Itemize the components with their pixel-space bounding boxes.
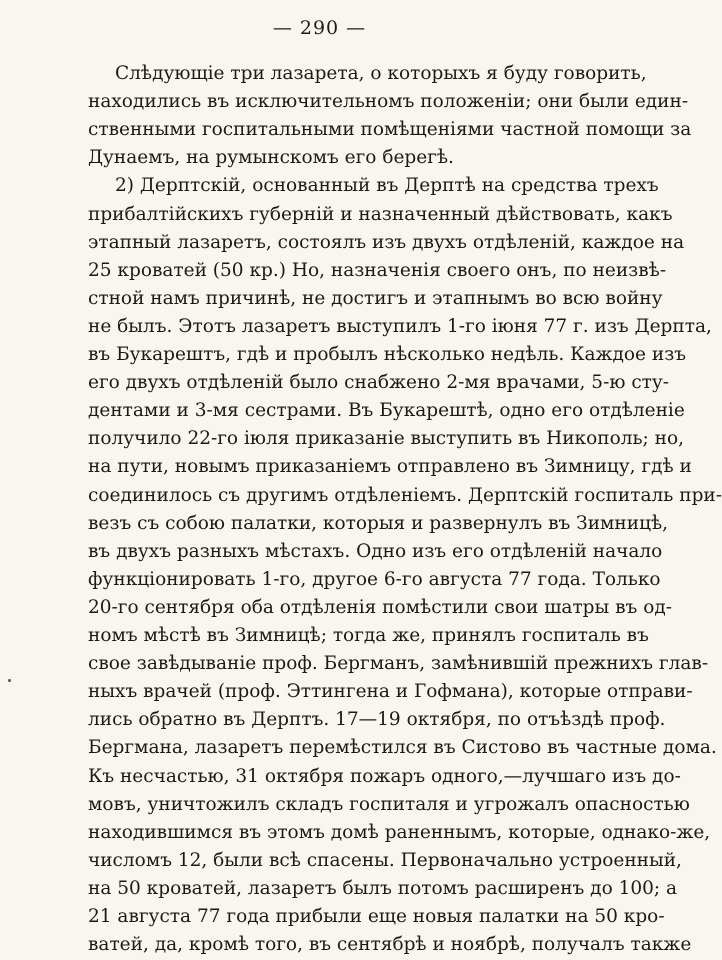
text-line: Бергмана, лазаретъ перемѣстился въ Систово въ частные дома.	[88, 737, 717, 759]
text-line: дентами и 3-мя сестрами. Въ Букарештѣ, одно его отдѣленіе	[88, 400, 685, 422]
text-line: 2) Дерптскій, основанный въ Дерптѣ на средства трехъ	[115, 175, 659, 197]
text-line: везъ съ собою палатки, которыя и развернулъ въ Зимницѣ,	[88, 512, 669, 534]
text-line: соединилось съ другимъ отдѣленіемъ. Дерптскій госпиталь при-	[88, 484, 722, 506]
text-line: мовъ, уничтожилъ складъ госпиталя и угрожалъ опасностью	[88, 793, 690, 815]
text-line: функціонировать 1-го, другое 6-го августа 77 года. Только	[88, 568, 661, 590]
text-line: находились въ исключительномъ положеніи; они были един-	[88, 91, 689, 113]
page-number: — 290 —	[272, 17, 367, 39]
text-line: ныхъ врачей (проф. Эттингена и Гофмана), которые отправи-	[88, 681, 693, 703]
text-line: номъ мѣстѣ въ Зимницѣ; тогда же, принялъ госпиталь въ	[88, 625, 649, 646]
text-line: Къ несчастью, 31 октября пожаръ одного,—лучшаго изъ до-	[88, 765, 681, 787]
text-line: находившимся въ этомъ домѣ раненнымъ, которые, однако-же,	[88, 821, 711, 843]
text-line: въ Букарештъ, гдѣ и пробылъ нѣсколько недѣль. Каждое изъ	[88, 344, 687, 365]
text-line: этапный лазаретъ, состоялъ изъ двухъ отдѣленій, каждое на	[88, 231, 685, 253]
text-line: свое завѣдываніе проф. Бергманъ, замѣнившій прежнихъ глав-	[88, 653, 709, 675]
text-line: 20-го сентября оба отдѣленія помѣстили свои шатры въ од-	[88, 596, 672, 618]
text-line: 21 августа 77 года прибыли еще новыя палатки на 50 кро-	[88, 906, 665, 927]
text-line: 25 кроватей (50 кр.) Но, назначенія своего онъ, по неизвѣ-	[88, 259, 667, 281]
text-line: не былъ. Этотъ лазаретъ выступилъ 1-го іюня 77 г. изъ Дерпта,	[88, 315, 712, 337]
margin-speck	[8, 679, 11, 682]
text-line: на 50 кроватей, лазаретъ былъ потомъ расширенъ до 100; а	[88, 877, 678, 899]
text-line: Дунаемъ, на румынскомъ его берегѣ.	[88, 147, 454, 169]
text-line: въ двухъ разныхъ мѣстахъ. Одно изъ его отдѣленій начало	[88, 540, 663, 562]
text-line: прибалтійскихъ губерній и назначенный дѣйствовать, какъ	[88, 203, 673, 225]
text-line: лись обратно въ Дерптъ. 17—19 октября, по отъѣздѣ проф.	[88, 709, 666, 731]
text-line: его двухъ отдѣленій было снабжено 2-мя врачами, 5-ю сту-	[88, 372, 670, 394]
text-line: ватей, да, кромѣ того, въ сентябрѣ и ноябрѣ, получалъ также	[88, 934, 692, 956]
text-line: на пути, новымъ приказаніемъ отправлено въ Зимницу, гдѣ и	[88, 456, 692, 478]
text-line: Слѣдующіе три лазарета, о которыхъ я буду говорить,	[115, 63, 647, 84]
text-line: ственными госпитальными помѣщеніями частной помощи за	[88, 119, 692, 141]
text-line: получило 22-го іюля приказаніе выступить въ Никополь; но,	[88, 428, 685, 450]
text-line: числомъ 12, были всѣ спасены. Первоначально устроенный,	[88, 849, 682, 871]
text-line: стной намъ причинѣ, не достигъ и этапнымъ во всю войну	[88, 287, 663, 309]
